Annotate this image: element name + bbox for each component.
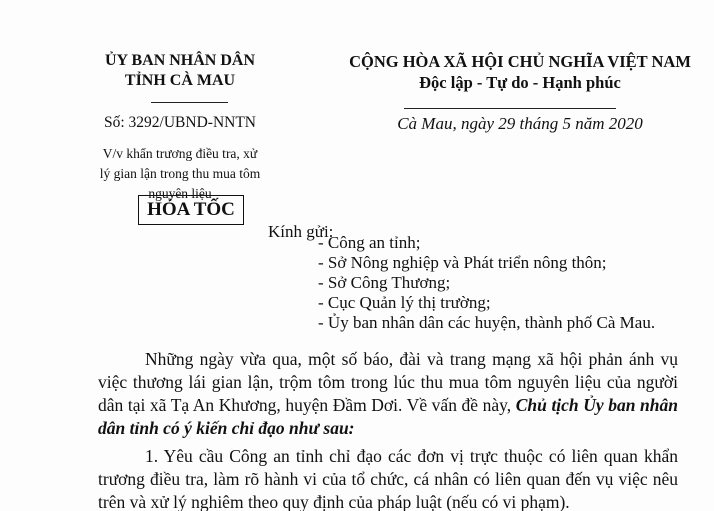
recipient-item: - Sở Công Thương; <box>318 273 451 292</box>
motto-underline <box>404 108 616 109</box>
recipient-item: - Công an tỉnh; <box>318 233 421 252</box>
recipient-item: - Cục Quản lý thị trường; <box>318 293 491 312</box>
nation-title: CỘNG HÒA XÃ HỘI CHỦ NGHĨA VIỆT NAM <box>349 52 691 71</box>
doc-number: Số: 3292/UBND-NNTN <box>104 114 256 131</box>
motto: Độc lập - Tự do - Hạnh phúc <box>419 73 621 92</box>
place-date: Cà Mau, ngày 29 tháng 5 năm 2020 <box>397 114 643 133</box>
subject-line: lý gian lận trong thu mua tôm <box>99 166 261 181</box>
body-paragraph-1 <box>98 348 678 440</box>
subject-line: V/v khẩn trương điều tra, xử <box>102 146 258 161</box>
recipient-item: - Sở Nông nghiệp và Phát triển nông thôn; <box>318 253 607 272</box>
org-name-line2: TỈNH CÀ MAU <box>124 72 236 89</box>
recipients-label: Kính gửi: <box>268 222 334 241</box>
recipient-item: - Ủy ban nhân dân các huyện, thành phố Cà Mau. <box>318 313 656 332</box>
body-paragraph-2: 1. Yêu cầu Công an tỉnh chỉ đạo các đơn vị trực thuộc có liên quan khẩn trương điều tra, làm rõ hành vi của tổ chức, cá nhân có liên quan đến vụ việc nêu trên và xử lý nghiêm theo quy định của pháp luật (nếu có vi phạm). <box>98 446 678 511</box>
org-underline <box>151 102 228 103</box>
urgency-stamp: HỎA TỐC <box>138 195 244 225</box>
subject-line: nguyên liệu <box>148 186 212 201</box>
org-name-line1: ỦY BAN NHÂN DÂN <box>104 52 256 69</box>
paragraph-emphasis: Chủ tịch Ủy ban nhân dân tỉnh có ý kiến chỉ đạo như sau: <box>98 395 678 438</box>
paragraph-text: Những ngày vừa qua, một số báo, đài và trang mạng xã hội phản ánh vụ việc thương lái gian lận, trộm tôm trong lúc thu mua tôm nguyên liệu của người dân tại xã Tạ An Khương, huyện Đầm Dơi. Về vấn đề này, <box>98 349 678 415</box>
